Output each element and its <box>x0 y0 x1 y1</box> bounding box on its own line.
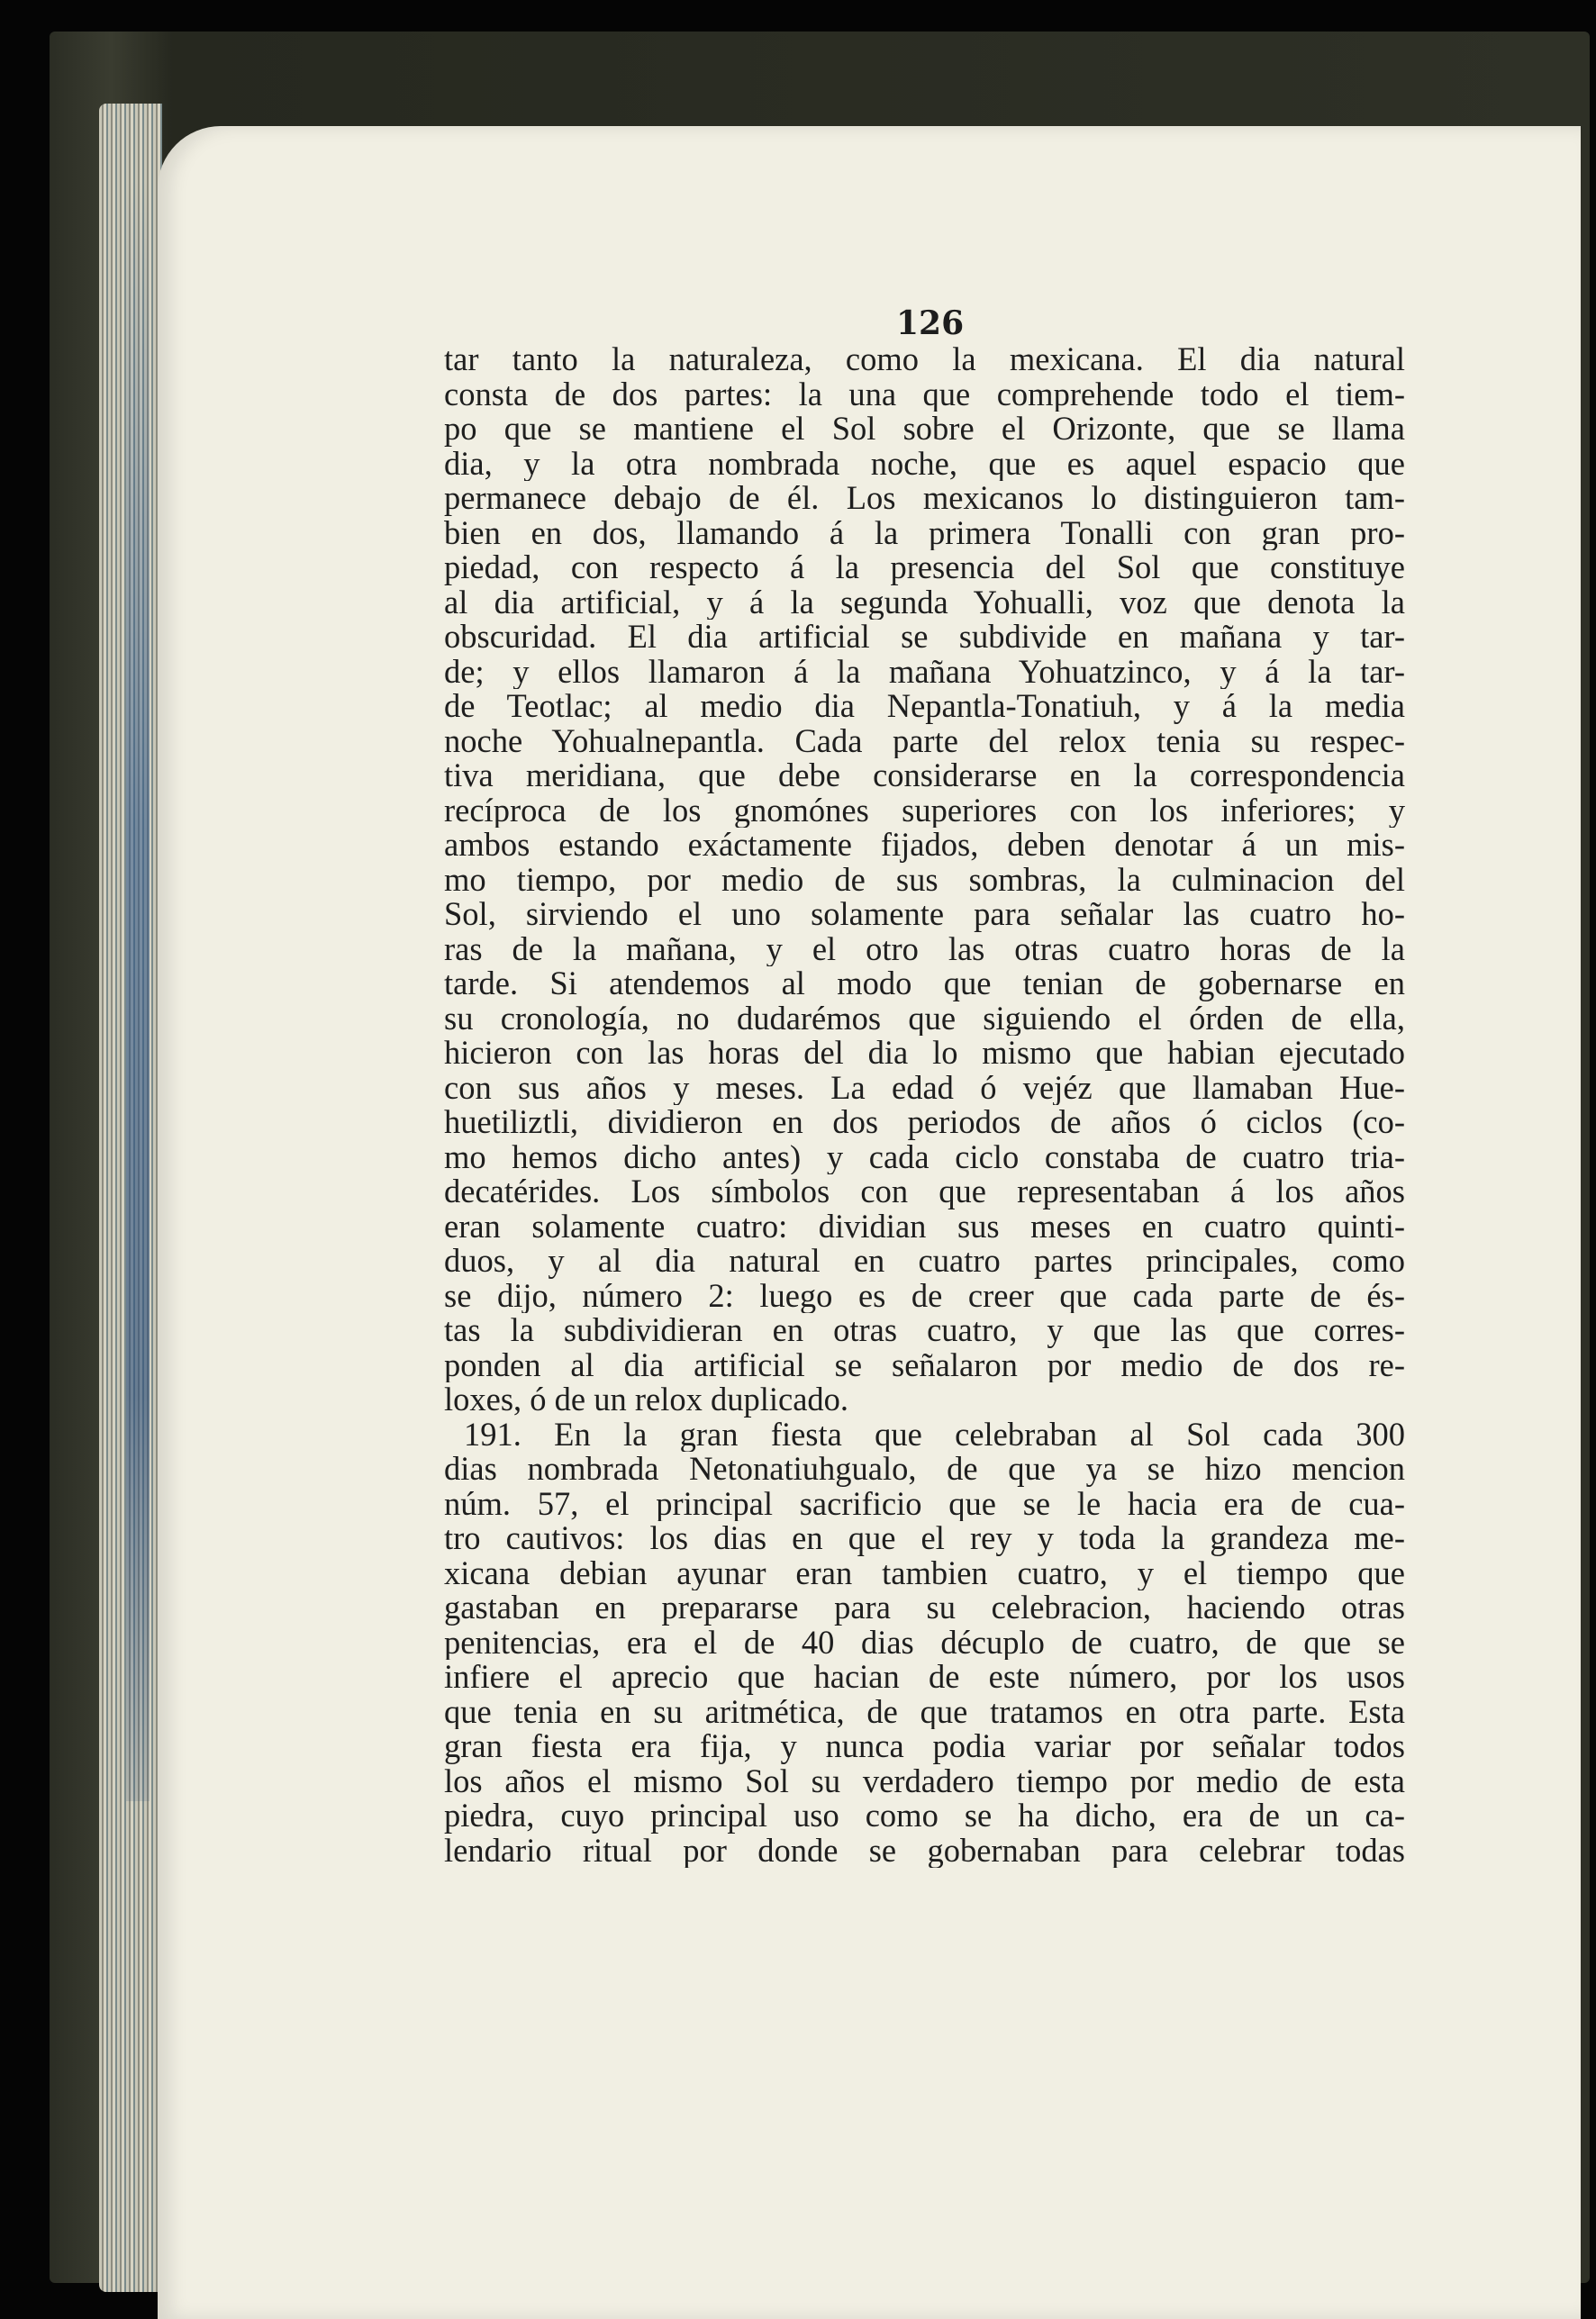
text-line: núm. 57, el principal sacrificio que se le hacia era de cua- <box>444 1486 1405 1521</box>
text-line: tro cautivos: los dias en que el rey y toda la grandeza me- <box>444 1521 1405 1556</box>
text-line: con sus años y meses. La edad ó vejéz que llamaban Hue- <box>444 1070 1405 1105</box>
text-line: piedra, cuyo principal uso como se ha dicho, era de un ca- <box>444 1798 1405 1834</box>
text-line: hicieron con las horas del dia lo mismo que habian ejecutado <box>444 1036 1405 1071</box>
text-line: ras de la mañana, y el otro las otras cuatro horas de la <box>444 931 1405 966</box>
text-line: lendario ritual por donde se gobernaban para celebrar todas <box>444 1833 1405 1868</box>
text-line: 191. En la gran fiesta que celebraban al Sol cada 300 <box>464 1417 1405 1452</box>
text-line: tiva meridiana, que debe considerarse en la correspondencia <box>444 758 1405 793</box>
text-line: bien en dos, llamando á la primera Tonalli con gran pro- <box>444 515 1405 550</box>
text-line: al dia artificial, y á la segunda Yohualli, voz que denota la <box>444 584 1405 620</box>
text-line: de Teotlac; al medio dia Nepantla-Tonatiuh, y á la media <box>444 689 1405 724</box>
text-line: su cronología, no dudarémos que siguiendo el órden de ella, <box>444 1001 1405 1036</box>
text-line: mo tiempo, por medio de sus sombras, la culminacion del <box>444 862 1405 897</box>
text-line: permanece debajo de él. Los mexicanos lo distinguieron tam- <box>444 481 1405 516</box>
text-line: dia, y la otra nombrada noche, que es aquel espacio que <box>444 446 1405 481</box>
body-text <box>444 342 1405 1868</box>
text-line: consta de dos partes: la una que comprehende todo el tiem- <box>444 376 1405 412</box>
text-line: gran fiesta era fija, y nunca podia variar por señalar todos <box>444 1729 1405 1764</box>
text-line: duos, y al dia natural en cuatro partes principales, como <box>444 1244 1405 1279</box>
text-line: recíproca de los gnomónes superiores con los inferiores; y <box>444 793 1405 828</box>
text-line: tar tanto la naturaleza, como la mexicana. El dia natural <box>444 342 1405 377</box>
text-line: decatérides. Los símbolos con que representaban á los años <box>444 1174 1405 1209</box>
text-line: ponden al dia artificial se señalaron por medio de dos re- <box>444 1347 1405 1382</box>
text-line: noche Yohualnepantla. Cada parte del relox tenia su respec- <box>444 723 1405 758</box>
text-line: piedad, con respecto á la presencia del Sol que constituye <box>444 550 1405 585</box>
text-line: infiere el aprecio que hacian de este número, por los usos <box>444 1660 1405 1695</box>
text-line: eran solamente cuatro: dividian sus meses en cuatro quinti- <box>444 1209 1405 1244</box>
text-line: mo hemos dicho antes) y cada ciclo constaba de cuatro tria- <box>444 1139 1405 1174</box>
text-line: loxes, ó de un relox duplicado. <box>444 1382 849 1418</box>
edge-stamp <box>126 180 150 1801</box>
text-line: se dijo, número 2: luego es de creer que cada parte de és- <box>444 1278 1405 1313</box>
text-line: Sol, sirviendo el uno solamente para señalar las cuatro ho- <box>444 897 1405 932</box>
text-line: tarde. Si atendemos al modo que tenian de gobernarse en <box>444 966 1405 1001</box>
text-line: xicana debian ayunar eran tambien cuatro, y el tiempo que <box>444 1555 1405 1590</box>
text-line: po que se mantiene el Sol sobre el Orizonte, que se llama <box>444 412 1405 447</box>
text-line: huetiliztli, dividieron en dos periodos de años ó ciclos (co- <box>444 1105 1405 1140</box>
text-line: penitencias, era el de 40 dias décuplo de cuatro, de que se <box>444 1625 1405 1660</box>
text-line: que tenia en su aritmética, de que tratamos en otra parte. Esta <box>444 1694 1405 1729</box>
text-line: dias nombrada Netonatiuhgualo, de que ya se hizo mencion <box>444 1452 1405 1487</box>
text-line: los años el mismo Sol su verdadero tiempo por medio de esta <box>444 1763 1405 1798</box>
text-line: tas la subdividieran en otras cuatro, y que las que corres- <box>444 1313 1405 1348</box>
text-line: gastaban en prepararse para su celebracion, haciendo otras <box>444 1590 1405 1626</box>
text-line: obscuridad. El dia artificial se subdivide en mañana y tar- <box>444 620 1405 655</box>
page-number: 126 <box>896 304 965 342</box>
text-line: de; y ellos llamaron á la mañana Yohuatzinco, y á la tar- <box>444 654 1405 689</box>
text-line: ambos estando exáctamente fijados, deben denotar á un mis- <box>444 828 1405 863</box>
